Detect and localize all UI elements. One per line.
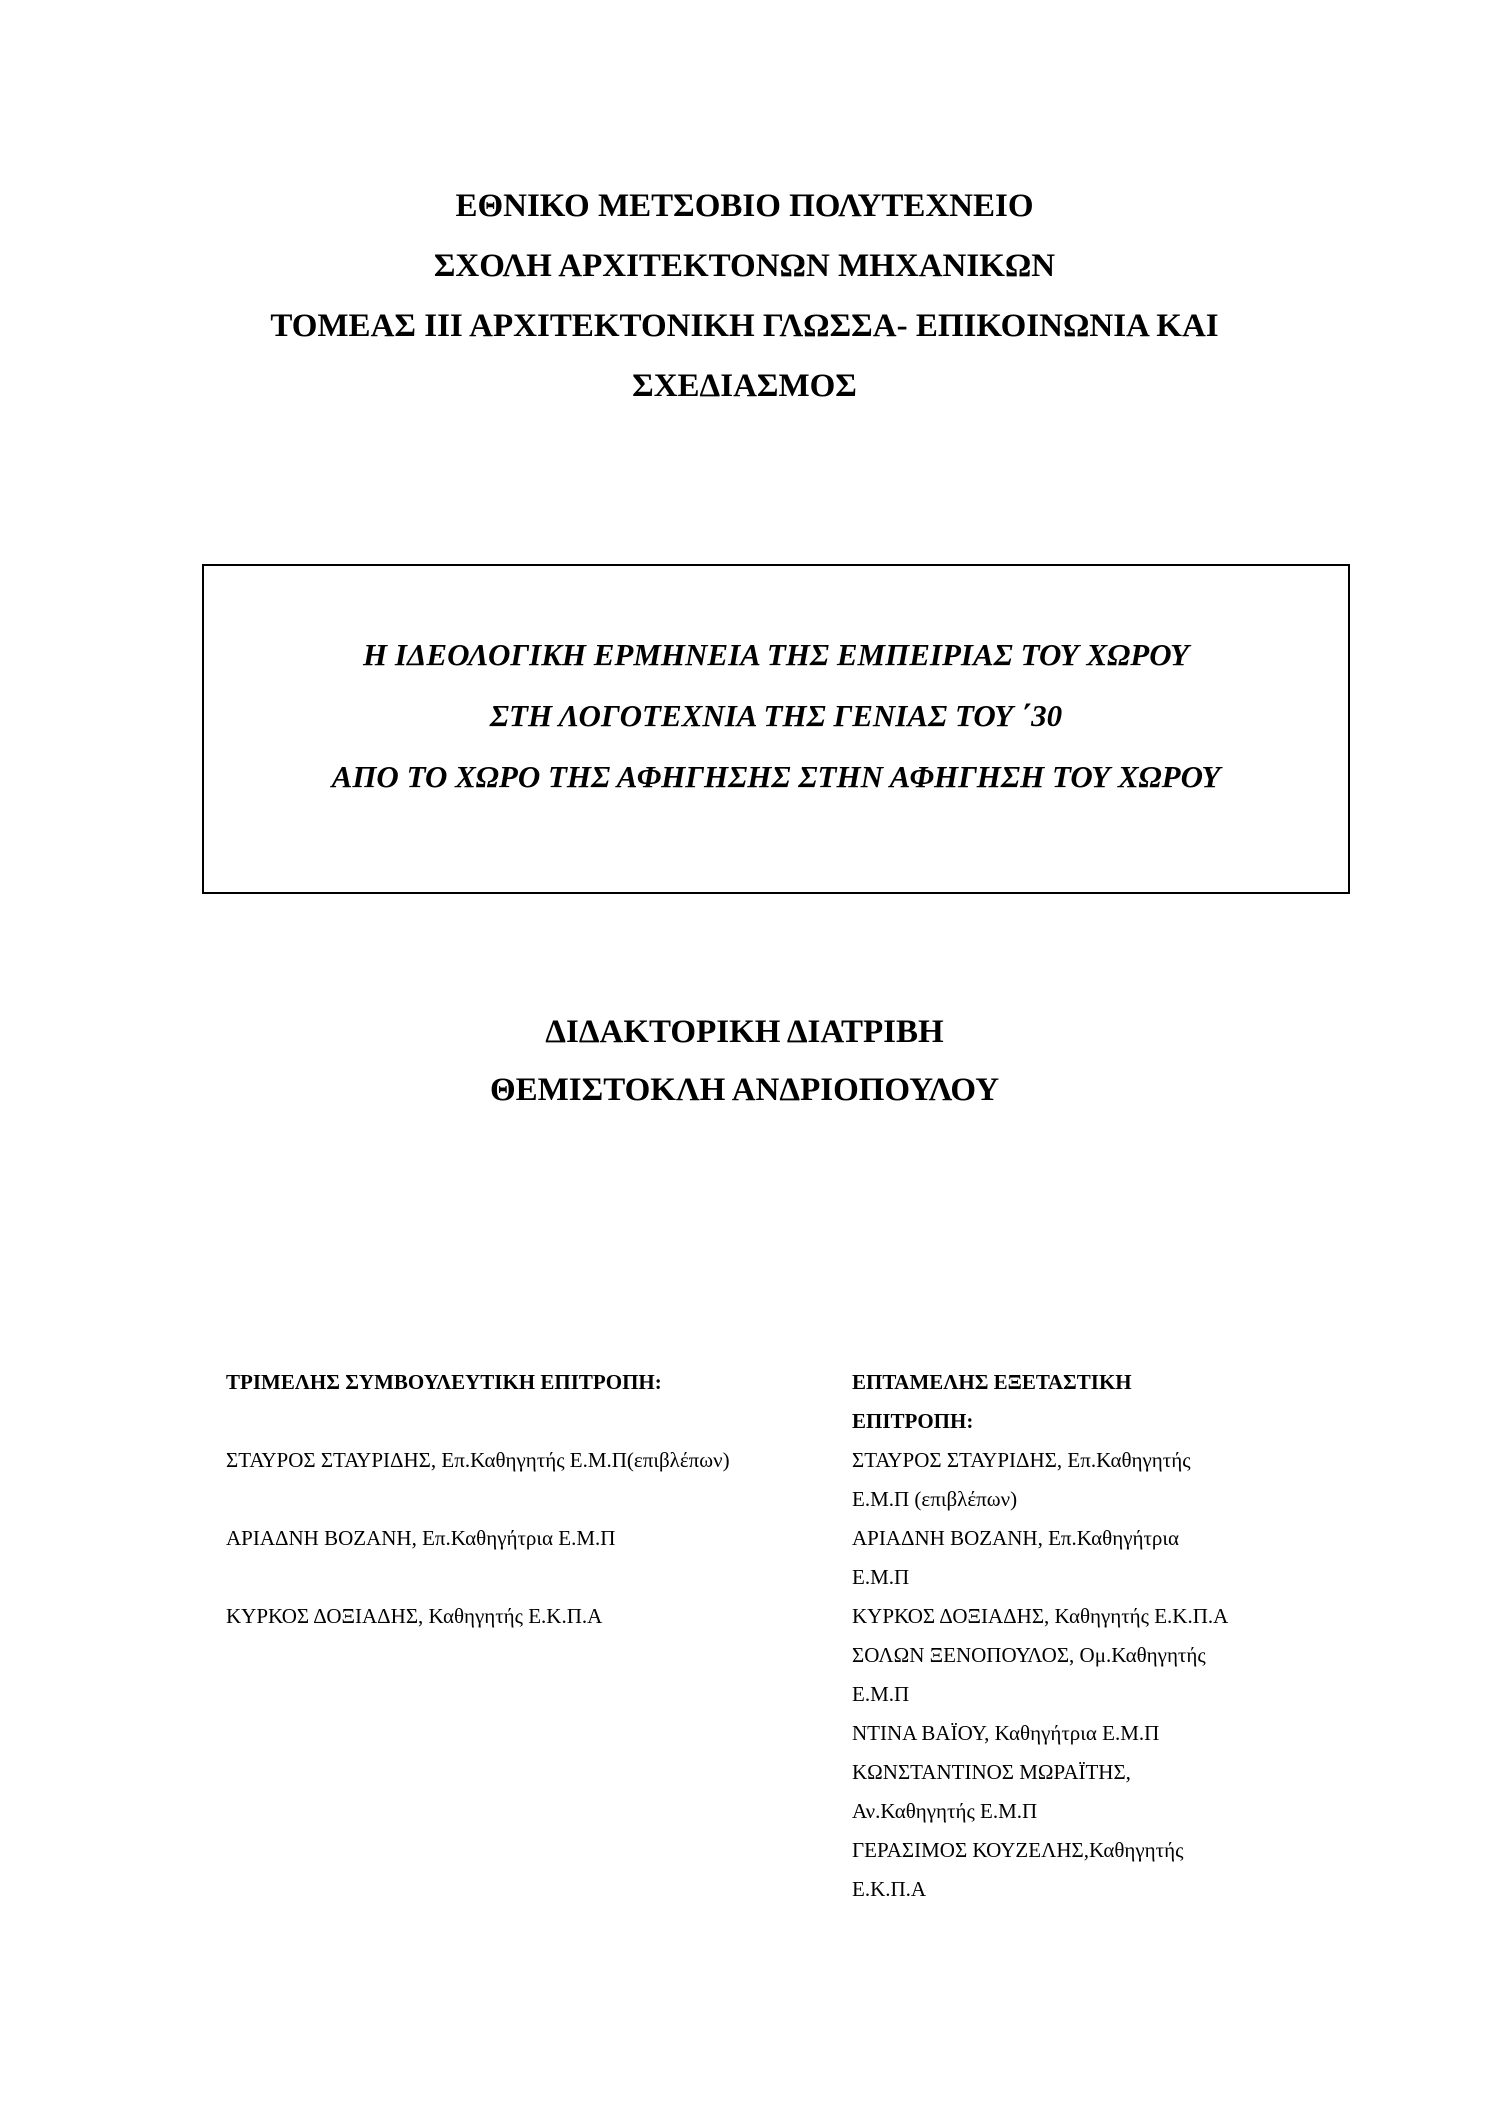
examination-member-line: Ε.Μ.Π bbox=[852, 1682, 910, 1706]
school-name: ΣΧΟΛΗ ΑΡΧΙΤΕΚΤΟΝΩΝ ΜΗΧΑΝΙΚΩΝ bbox=[433, 248, 1056, 284]
examination-committee-heading-line1: ΕΠΤΑΜΕΛΗΣ ΕΞΕΤΑΣΤΙΚΗ bbox=[852, 1370, 1132, 1394]
advisory-committee-heading: ΤΡΙΜΕΛΗΣ ΣΥΜΒΟΥΛΕΥΤΙΚΗ ΕΠΙΤΡΟΠΗ: bbox=[226, 1370, 662, 1394]
examination-committee-heading-line2: ΕΠΙΤΡΟΠΗ: bbox=[852, 1409, 974, 1433]
advisory-committee bbox=[226, 1363, 826, 1636]
examination-member-line: Ε.Μ.Π (επιβλέπων) bbox=[852, 1487, 1018, 1511]
examination-committee bbox=[852, 1363, 1312, 1909]
examination-member-line: ΚΩΝΣΤΑΝΤΙΝΟΣ ΜΩΡΑΪΤΗΣ, bbox=[852, 1760, 1131, 1784]
thesis-info bbox=[0, 1003, 1489, 1119]
advisory-member: ΑΡΙΑΔΝΗ ΒΟΖΑΝΗ, Επ.Καθηγήτρια Ε.Μ.Π bbox=[226, 1526, 616, 1550]
thesis-type: ΔΙΔΑΚΤΟΡΙΚΗ ΔΙΑΤΡΙΒΗ bbox=[545, 1014, 944, 1050]
department-name-line2: ΣΧΕΔΙΑΣΜΟΣ bbox=[632, 368, 857, 404]
examination-member-line: ΑΡΙΑΔΝΗ ΒΟΖΑΝΗ, Επ.Καθηγήτρια bbox=[852, 1526, 1180, 1550]
thesis-title-box bbox=[202, 564, 1350, 894]
examination-member-line: Ε.Κ.Π.Α bbox=[852, 1877, 927, 1901]
examination-member-line: ΝΤΙΝΑ ΒΑΪΟΥ, Καθηγήτρια Ε.Μ.Π bbox=[852, 1721, 1160, 1745]
advisory-member: ΣΤΑΥΡΟΣ ΣΤΑΥΡΙΔΗΣ, Επ.Καθηγητής Ε.Μ.Π(επιβλέπων) bbox=[226, 1448, 730, 1472]
examination-member-line: ΣΟΛΩΝ ΞΕΝΟΠΟΥΛΟΣ, Ομ.Καθηγητής bbox=[852, 1643, 1206, 1667]
department-name-line1: ΤΟΜΕΑΣ ΙΙΙ ΑΡΧΙΤΕΚΤΟΝΙΚΗ ΓΛΩΣΣΑ- ΕΠΙΚΟΙΝΩΝΙΑ ΚΑΙ bbox=[270, 308, 1219, 344]
university-name: ΕΘΝΙΚΟ ΜΕΤΣΟΒΙΟ ΠΟΛΥΤΕΧΝΕΙΟ bbox=[455, 188, 1034, 224]
examination-member-line: ΓΕΡΑΣΙΜΟΣ ΚΟΥΖΕΛΗΣ,Καθηγητής bbox=[852, 1838, 1184, 1862]
thesis-title-line1: Η ΙΔΕΟΛΟΓΙΚΗ ΕΡΜΗΝΕΙΑ ΤΗΣ ΕΜΠΕΙΡΙΑΣ ΤΟΥ ΧΩΡΟΥ bbox=[363, 637, 1189, 672]
thesis-author: ΘΕΜΙΣΤΟΚΛΗ ΑΝΔΡΙΟΠΟΥΛΟΥ bbox=[489, 1072, 1000, 1108]
examination-member-line: Αν.Καθηγητής Ε.Μ.Π bbox=[852, 1799, 1038, 1823]
thesis-title-line3: ΑΠΟ ΤΟ ΧΩΡΟ ΤΗΣ ΑΦΗΓΗΣΗΣ ΣΤΗΝ ΑΦΗΓΗΣΗ ΤΟΥ ΧΩΡΟΥ bbox=[331, 759, 1221, 794]
advisory-member: ΚΥΡΚΟΣ ΔΟΞΙΑΔΗΣ, Καθηγητής Ε.Κ.Π.Α bbox=[226, 1604, 603, 1628]
examination-member-line: ΚΥΡΚΟΣ ΔΟΞΙΑΔΗΣ, Καθηγητής Ε.Κ.Π.Α bbox=[852, 1604, 1229, 1628]
thesis-title-line2: ΣΤΗ ΛΟΓΟΤΕΧΝΙΑ ΤΗΣ ΓΕΝΙΑΣ ΤΟΥ ΄30 bbox=[489, 698, 1063, 733]
examination-member-line: Ε.Μ.Π bbox=[852, 1565, 910, 1589]
thesis-title bbox=[204, 624, 1348, 807]
examination-member-line: ΣΤΑΥΡΟΣ ΣΤΑΥΡΙΔΗΣ, Επ.Καθηγητής bbox=[852, 1448, 1191, 1472]
institution-header bbox=[0, 176, 1489, 416]
